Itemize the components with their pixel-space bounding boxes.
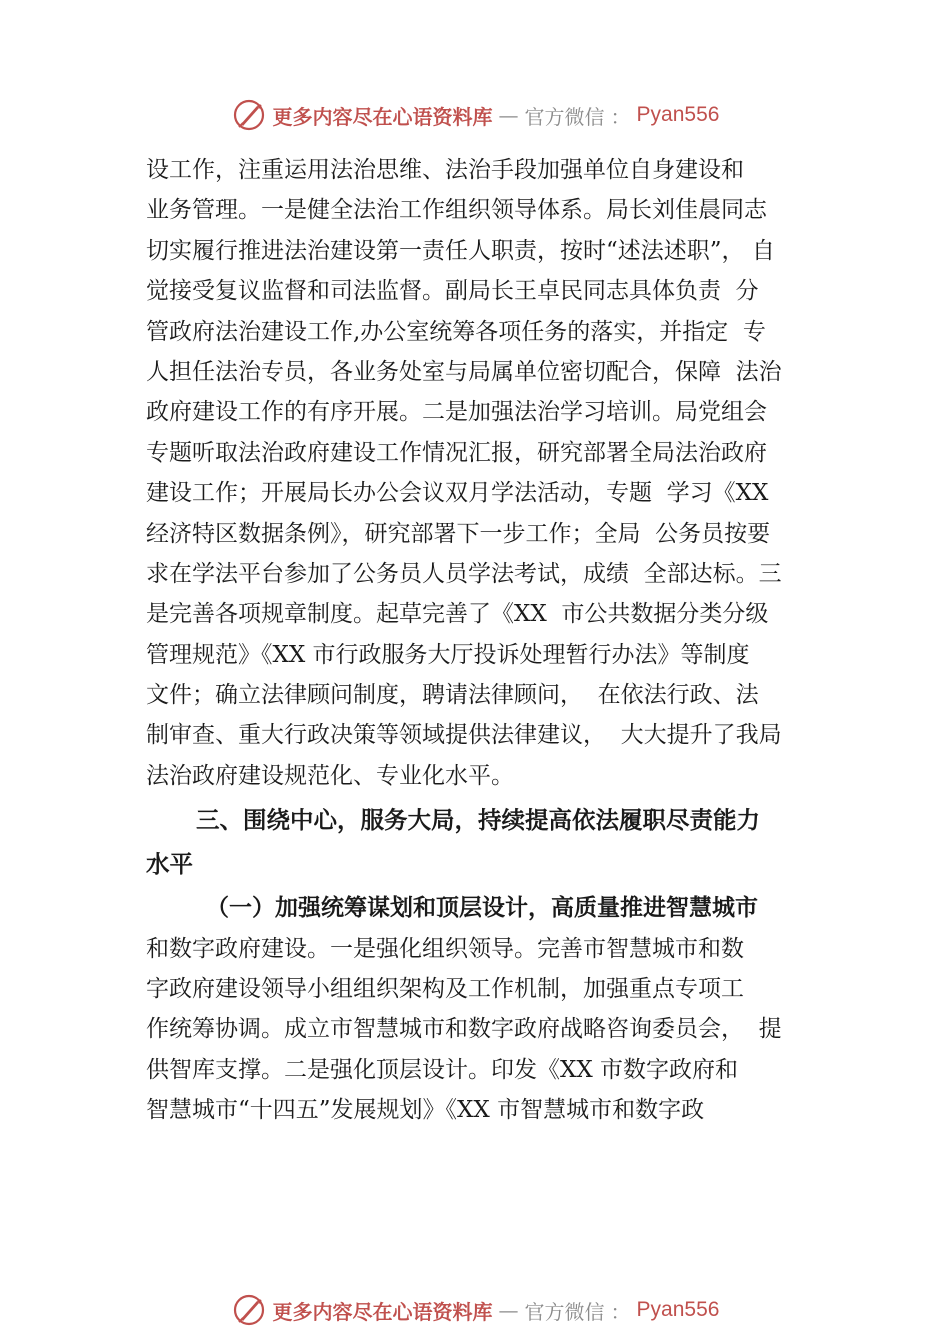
footer-banner	[0, 1288, 950, 1332]
body-line: 制审查、重大行政决策等领域提供法律建议， 大大提升了我局	[146, 722, 782, 749]
body-line: 是完善各项规章制度。起草完善了《XX 市公共数据分类分级	[146, 601, 769, 628]
section-heading: 三、围绕中心，服务大局，持续提高依法履职尽责能力	[196, 806, 760, 835]
body-line: 字政府建设领导小组组织架构及工作机制，加强重点专项工	[146, 976, 744, 1003]
body-line: 供智库支撑。二是强化顶层设计。印发《XX 市数字政府和	[146, 1056, 739, 1083]
banner-separator: —	[498, 1298, 519, 1322]
header-banner	[0, 93, 950, 137]
body-line: 求在学法平台参加了公务员人员学法考试，成绩 全部达标。三	[146, 560, 782, 587]
quill-pen-logo-icon	[231, 97, 267, 133]
body-line: 觉接受复议监督和司法监督。副局长王卓民同志具体负责 分	[146, 278, 759, 305]
body-line: 专题听取法治政府建设工作情况汇报，研究部署全局法治政府	[146, 439, 767, 466]
body-line: 政府建设工作的有序开展。二是加强法治学习培训。局党组会	[146, 399, 767, 426]
subsection-heading: （一）加强统筹谋划和顶层设计，高质量推进智慧城市	[206, 894, 758, 922]
banner-brand-text: 更多内容尽在心语资料库	[272, 1299, 493, 1324]
body-line: 经济特区数据条例》，研究部署下一步工作；全局 公务员按要	[146, 520, 771, 547]
document-body	[146, 150, 836, 1131]
body-line: 业务管理。一是健全法治工作组织领导体系。局长刘佳晨同志	[146, 197, 767, 224]
body-line: 切实履行推进法治建设第一责任人职责，按时“述法述职”， 自	[146, 237, 775, 264]
body-line: 管理规范》《XX 市行政服务大厅投诉处理暂行办法》等制度	[146, 641, 750, 668]
body-line: 建设工作；开展局长办公会议双月学法活动，专题 学习《XX	[146, 480, 769, 507]
body-line: 管政府法治建设工作,办公室统筹各项任务的落实，并指定 专	[146, 318, 766, 345]
body-line: 智慧城市“十四五”发展规划》《XX 市智慧城市和数字政	[146, 1097, 705, 1124]
body-line: 文件；确立法律顾问制度，聘请法律顾问， 在依法行政、法	[146, 682, 759, 709]
body-line: 人担任法治专员，各业务处室与局属单位密切配合，保障 法治	[146, 358, 782, 385]
banner-wechat-handle: Pyan556	[636, 1298, 720, 1321]
banner-colon: ：	[610, 1299, 631, 1324]
quill-pen-logo-icon	[231, 1292, 267, 1328]
banner-wechat-handle: Pyan556	[636, 103, 720, 126]
section-heading-continued: 水平	[146, 850, 193, 879]
body-line: 设工作，注重运用法治思维、法治手段加强单位自身建设和	[146, 157, 744, 183]
banner-brand-text: 更多内容尽在心语资料库	[272, 104, 493, 129]
body-line: 和数字政府建设。一是强化组织领导。完善市智慧城市和数	[146, 935, 744, 962]
banner-wechat-label: 官方微信	[524, 104, 605, 129]
body-line: 作统筹协调。成立市智慧城市和数字政府战略咨询委员会， 提	[146, 1016, 782, 1043]
banner-wechat-label: 官方微信	[524, 1299, 605, 1324]
banner-colon: ：	[610, 104, 631, 129]
body-line: 法治政府建设规范化、专业化水平。	[146, 762, 514, 789]
banner-separator: —	[498, 103, 519, 127]
